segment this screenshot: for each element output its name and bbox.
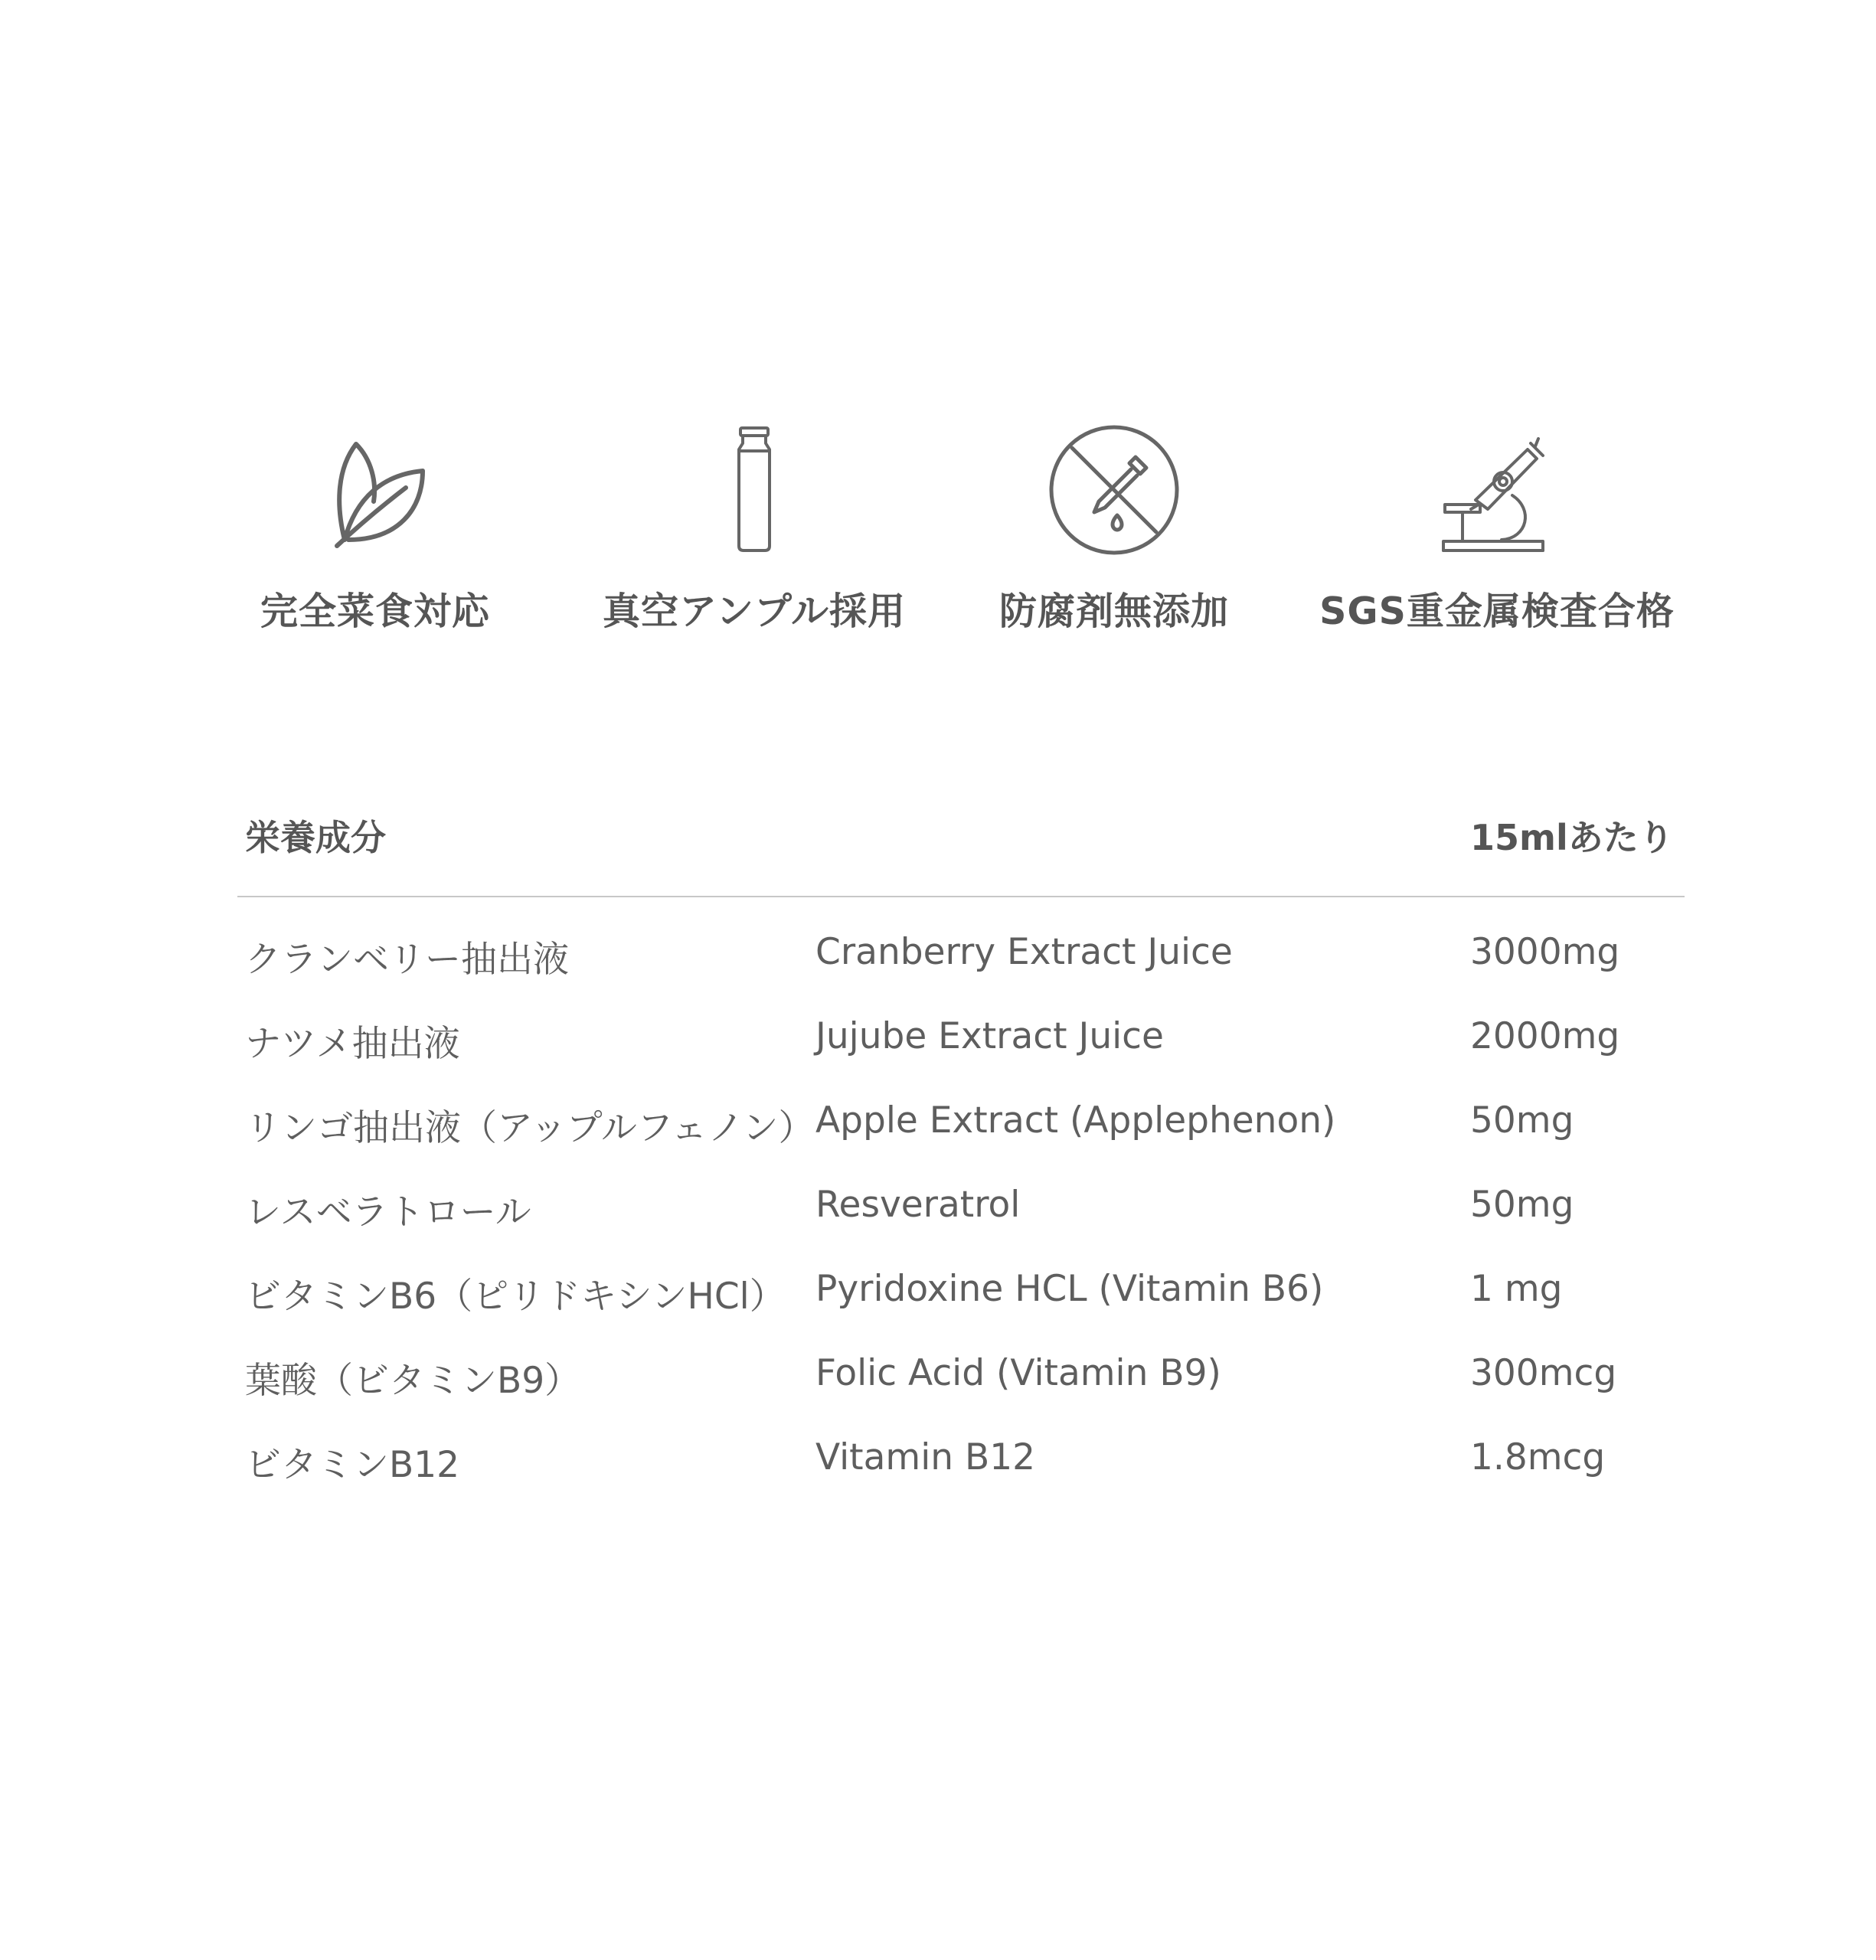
ingredient-name-en: Resveratrol bbox=[815, 1184, 1021, 1226]
ingredient-name-jp: ナツメ抽出液 bbox=[245, 1023, 460, 1065]
table-row bbox=[237, 1184, 1685, 1268]
feature-sgs-tested bbox=[1298, 425, 1696, 655]
ingredient-name-jp: クランベリー抽出液 bbox=[245, 939, 569, 981]
ingredient-name-en: Jujube Extract Juice bbox=[815, 1015, 1164, 1057]
feature-ampoule bbox=[555, 425, 953, 655]
ingredient-name-en: Folic Acid (Vitamin B9) bbox=[815, 1352, 1221, 1394]
ingredient-name-en: Pyridoxine HCL (Vitamin B6) bbox=[815, 1268, 1324, 1310]
ingredient-name-jp: リンゴ抽出液（アップルフェノン） bbox=[245, 1107, 815, 1149]
microscope-icon bbox=[1298, 425, 1696, 555]
ingredient-amount: 3000mg bbox=[1470, 931, 1620, 973]
nutrition-rows bbox=[237, 931, 1685, 1521]
ingredient-amount: 1 mg bbox=[1470, 1268, 1563, 1310]
ingredient-name-jp: ビタミンB6（ピリドキシンHCl） bbox=[245, 1276, 786, 1318]
ingredient-name-en: Apple Extract (Applephenon) bbox=[815, 1099, 1336, 1142]
table-row bbox=[237, 1352, 1685, 1436]
ampoule-icon bbox=[555, 425, 953, 555]
table-row bbox=[237, 1436, 1685, 1521]
ingredient-name-jp: ビタミンB12 bbox=[245, 1444, 460, 1486]
nutrition-unit: 15mlあたり bbox=[1470, 817, 1674, 858]
nutrition-table bbox=[237, 796, 1685, 1521]
feature-label-sgs-tested: SGS重金属検査合格 bbox=[1319, 590, 1675, 633]
feature-label-ampoule: 真空アンプル採用 bbox=[602, 590, 907, 633]
ingredient-name-jp: 葉酸（ビタミンB9） bbox=[245, 1360, 581, 1402]
ingredient-name-jp: レスベラトロール bbox=[245, 1191, 531, 1233]
feature-label-vegan: 完全菜食対応 bbox=[260, 590, 490, 633]
table-row bbox=[237, 1268, 1685, 1352]
leaf-icon bbox=[176, 425, 574, 555]
ingredient-amount: 1.8mcg bbox=[1470, 1436, 1606, 1478]
ingredient-amount: 300mcg bbox=[1470, 1352, 1617, 1394]
feature-label-no-preservatives: 防腐剤無添加 bbox=[998, 590, 1229, 633]
table-row bbox=[237, 931, 1685, 1015]
nutrition-title: 栄養成分 bbox=[245, 817, 386, 858]
feature-icons-row bbox=[0, 425, 1876, 655]
ingredient-name-en: Vitamin B12 bbox=[815, 1436, 1036, 1478]
nutrition-header bbox=[237, 796, 1685, 897]
ingredient-amount: 50mg bbox=[1470, 1184, 1574, 1226]
table-row bbox=[237, 1099, 1685, 1184]
no-dropper-icon bbox=[915, 425, 1313, 555]
feature-no-preservatives bbox=[915, 425, 1313, 655]
ingredient-amount: 2000mg bbox=[1470, 1015, 1620, 1057]
table-row bbox=[237, 1015, 1685, 1099]
ingredient-amount: 50mg bbox=[1470, 1099, 1574, 1142]
feature-vegan bbox=[176, 425, 574, 655]
ingredient-name-en: Cranberry Extract Juice bbox=[815, 931, 1233, 973]
